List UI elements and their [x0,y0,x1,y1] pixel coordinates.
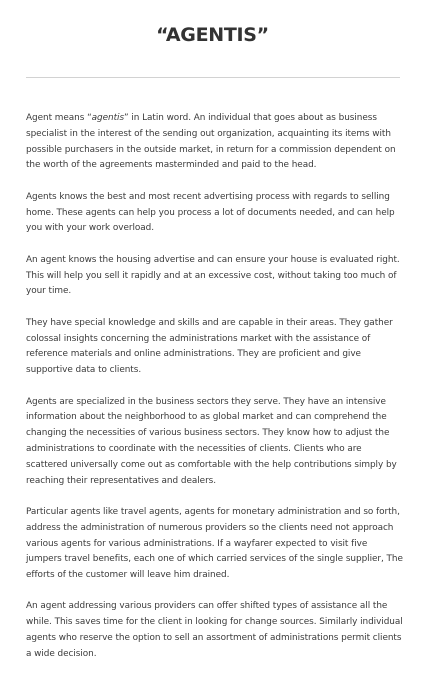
paragraph-3: An agent knows the housing advertise and can ensure your house is evaluated right. This will help you sell it rapidly and at an excessive cost, without taking too much of your time. [26,254,400,297]
paragraph-7: An agent addressing various providers can offer shifted types of assistance all the while. This saves time for the client in looking for change sources. Similarly individual agents who reserve the option to sell an assortment of administrations permit clients a wide decision. [26,601,403,659]
paragraph-1-before: Agent means “ [26,113,92,123]
paragraph-5: Agents are specialized in the business sectors they serve. They have an intensive information about the neighborhood to as global market and can comprehend the changing the necessities of various business sectors. They know how to adjust the administrations to coordinate with the necessities of clients. Clients who are scattered universally come out as comfortable with the help contributions simply by reaching their representatives and dealers. [26,396,397,486]
paragraph-6: Particular agents like travel agents, agents for monetary administration and so forth, address the administration of numerous providers so the clients need not approach various agents for various administrations. If a wayfarer expected to visit five jumpers travel benefits, each one of which carried services of the single supplier, The efforts of the customer will leave him drained. [26,506,403,581]
latin-word: agentis [91,113,125,123]
paragraph-4: They have special knowledge and skills and are capable in their areas. They gather colossal insights concerning the administrations market with the assistance of reference materials and online administrations. They are proficient and give supportive data to clients. [26,317,393,376]
paragraph-2: Agents knows the best and most recent advertising process with regards to selling home. These agents can help you process a lot of documents needed, and can help you with your work overload. [26,191,395,234]
page-title: “AGENTIS” [156,24,269,46]
paragraph-1 [26,111,404,174]
paragraph-1-after: ” in Latin word. An individual that goes about as business specialist in the interest of the sending out organization, acquainting its items with possible purchasers in the outside market, in return for a commission dependent on the worth of the agreements masterminded and paid to the head. [26,113,396,171]
title-divider [26,77,400,78]
article-body [26,111,404,678]
